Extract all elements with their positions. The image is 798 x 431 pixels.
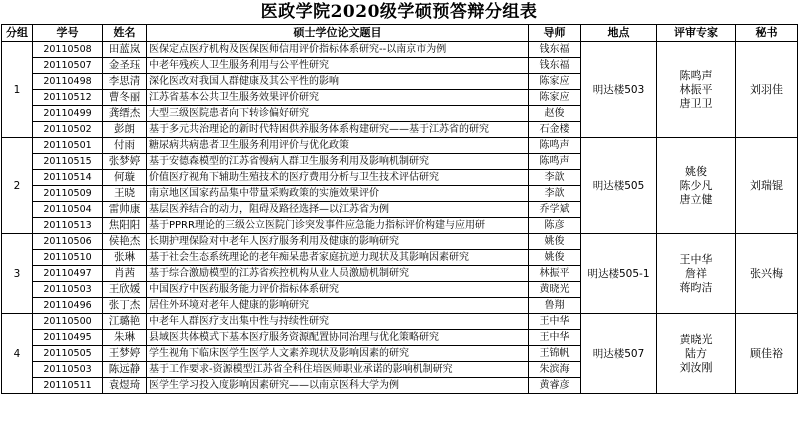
student-name: 金圣珏	[103, 58, 147, 74]
expert-name: 唐立健	[679, 192, 713, 206]
location: 明达楼507	[581, 314, 657, 394]
advisor-name: 李歆	[529, 186, 581, 202]
table-row	[2, 42, 798, 58]
thesis-topic: 基于PPRR理论的三级公立医院门诊突发事件应急能力指标评价构建与应用研	[147, 218, 529, 234]
expert-name: 王中华	[679, 252, 713, 266]
header-name: 姓名	[103, 25, 147, 42]
expert-name: 刘汝刚	[679, 360, 713, 374]
page-title: 医政学院2020级学硕预答辩分组表	[260, 2, 538, 22]
expert-name: 詹祥	[685, 266, 707, 280]
student-name: 朱琳	[103, 330, 147, 346]
student-name: 侯艳杰	[103, 234, 147, 250]
thesis-topic: 医学生学习投入度影响因素研究——以南京医科大学为例	[147, 378, 529, 394]
thesis-topic: 大型三级医院患者向下转诊偏好研究	[147, 106, 529, 122]
header-location: 地点	[581, 25, 657, 42]
student-name: 肖茜	[103, 266, 147, 282]
experts	[657, 42, 736, 138]
student-name: 曹冬丽	[103, 90, 147, 106]
student-id: 20110508	[33, 42, 103, 58]
table-row	[2, 314, 798, 330]
advisor-name: 黄晓光	[529, 282, 581, 298]
header-student-id: 学号	[33, 25, 103, 42]
thesis-topic: 基于多元共治理论的新时代特困供养服务体系构建研究——基于江苏省的研究	[147, 122, 529, 138]
thesis-topic: 中老年人群医疗支出集中性与持续性研究	[147, 314, 529, 330]
student-id: 20110501	[33, 138, 103, 154]
experts	[657, 138, 736, 234]
student-name: 袁煜琦	[103, 378, 147, 394]
student-id: 20110498	[33, 74, 103, 90]
advisor-name: 王中华	[529, 330, 581, 346]
location: 明达楼505-1	[581, 234, 657, 314]
student-id: 20110502	[33, 122, 103, 138]
student-id: 20110510	[33, 250, 103, 266]
header-secretary: 秘书	[736, 25, 798, 42]
student-id: 20110503	[33, 362, 103, 378]
advisor-name: 陈家应	[529, 74, 581, 90]
location: 明达楼505	[581, 138, 657, 234]
student-id: 20110505	[33, 346, 103, 362]
advisor-name: 李歆	[529, 170, 581, 186]
advisor-name: 黄睿彦	[529, 378, 581, 394]
experts	[657, 234, 736, 314]
student-name: 王晓	[103, 186, 147, 202]
expert-name: 蒋昀洁	[679, 280, 713, 294]
thesis-topic: 医保定点医疗机构及医保医师信用评价指标体系研究--以南京市为例	[147, 42, 529, 58]
student-name: 何璇	[103, 170, 147, 186]
thesis-topic: 基层医养结合的动力，阻碍及路径选择—以江苏省为例	[147, 202, 529, 218]
student-id: 20110512	[33, 90, 103, 106]
student-name: 焦阳阳	[103, 218, 147, 234]
student-id: 20110503	[33, 282, 103, 298]
student-name: 陈远静	[103, 362, 147, 378]
thesis-topic: 江苏省基本公共卫生服务效果评价研究	[147, 90, 529, 106]
student-id: 20110511	[33, 378, 103, 394]
advisor-name: 乔学斌	[529, 202, 581, 218]
advisor-name: 石金楼	[529, 122, 581, 138]
group-number: 3	[2, 234, 33, 314]
student-id: 20110506	[33, 234, 103, 250]
student-id: 20110509	[33, 186, 103, 202]
student-id: 20110499	[33, 106, 103, 122]
student-id: 20110495	[33, 330, 103, 346]
student-id: 20110515	[33, 154, 103, 170]
advisor-name: 姚俊	[529, 250, 581, 266]
expert-name: 陈少凡	[679, 178, 713, 192]
expert-name: 唐卫卫	[679, 96, 713, 110]
student-name: 王欣媛	[103, 282, 147, 298]
thesis-topic: 县域医共体模式下基本医疗服务资源配置协同治理与优化策略研究	[147, 330, 529, 346]
student-name: 龚缙杰	[103, 106, 147, 122]
expert-name: 林振平	[679, 82, 713, 96]
thesis-topic: 基于安德森模型的江苏省慢病人群卫生服务利用及影响机制研究	[147, 154, 529, 170]
header-topic: 硕士学位论文题目	[147, 25, 529, 42]
student-id: 20110497	[33, 266, 103, 282]
advisor-name: 陈鸣声	[529, 154, 581, 170]
student-name: 王梦婷	[103, 346, 147, 362]
advisor-name: 王锦帆	[529, 346, 581, 362]
advisor-name: 陈彦	[529, 218, 581, 234]
student-name: 付雨	[103, 138, 147, 154]
student-id: 20110514	[33, 170, 103, 186]
thesis-topic: 深化医改对我国人群健康及其公平性的影响	[147, 74, 529, 90]
thesis-topic: 中国医疗中医药服务能力评价指标体系研究	[147, 282, 529, 298]
secretary: 刘羽佳	[736, 42, 798, 138]
header-advisor: 导师	[529, 25, 581, 42]
location: 明达楼503	[581, 42, 657, 138]
header-group: 分组	[2, 25, 33, 42]
secretary: 顾佳裕	[736, 314, 798, 394]
thesis-topic: 糖尿病共病患者卫生服务利用评价与优化政策	[147, 138, 529, 154]
thesis-topic: 居住外环境对老年人健康的影响研究	[147, 298, 529, 314]
grouping-table	[1, 24, 798, 394]
expert-name: 姚俊	[685, 164, 707, 178]
group-number: 1	[2, 42, 33, 138]
advisor-name: 陈鸣声	[529, 138, 581, 154]
thesis-topic: 基于工作要求-资源模型江苏省全科住培医师职业承诺的影响机制研究	[147, 362, 529, 378]
group-number: 4	[2, 314, 33, 394]
secretary: 张兴梅	[736, 234, 798, 314]
thesis-topic: 价值医疗视角下辅助生殖技术的医疗费用分析与卫生技术评估研究	[147, 170, 529, 186]
student-name: 李思清	[103, 74, 147, 90]
student-name: 张丁杰	[103, 298, 147, 314]
secretary: 刘瑞锟	[736, 138, 798, 234]
advisor-name: 王中华	[529, 314, 581, 330]
experts	[657, 314, 736, 394]
thesis-topic: 基于综合激励模型的江苏省疾控机构从业人员激励机制研究	[147, 266, 529, 282]
header-row	[2, 25, 798, 42]
student-id: 20110507	[33, 58, 103, 74]
advisor-name: 陈家应	[529, 90, 581, 106]
student-name: 江璐艳	[103, 314, 147, 330]
advisor-name: 赵俊	[529, 106, 581, 122]
advisor-name: 鲁翔	[529, 298, 581, 314]
table-row	[2, 234, 798, 250]
student-name: 田蓝岚	[103, 42, 147, 58]
table-row	[2, 138, 798, 154]
thesis-topic: 中老年残疾人卫生服务利用与公平性研究	[147, 58, 529, 74]
student-name: 雷帅康	[103, 202, 147, 218]
expert-name: 陈鸣声	[679, 68, 713, 82]
advisor-name: 钱东福	[529, 42, 581, 58]
student-id: 20110513	[33, 218, 103, 234]
thesis-topic: 南京地区国家药品集中带量采购政策的实施效果评价	[147, 186, 529, 202]
student-id: 20110504	[33, 202, 103, 218]
group-number: 2	[2, 138, 33, 234]
thesis-topic: 基于社会生态系统理论的老年痴呆患者家庭抗逆力现状及其影响因素研究	[147, 250, 529, 266]
student-name: 张琳	[103, 250, 147, 266]
expert-name: 陆方	[685, 346, 707, 360]
student-id: 20110496	[33, 298, 103, 314]
advisor-name: 林振平	[529, 266, 581, 282]
student-name: 彭朗	[103, 122, 147, 138]
thesis-topic: 学生视角下临床医学生医学人文素养现状及影响因素的研究	[147, 346, 529, 362]
student-name: 张梦婷	[103, 154, 147, 170]
thesis-topic: 长期护理保险对中老年人医疗服务利用及健康的影响研究	[147, 234, 529, 250]
advisor-name: 姚俊	[529, 234, 581, 250]
header-experts: 评审专家	[657, 25, 736, 42]
advisor-name: 钱东福	[529, 58, 581, 74]
expert-name: 黄晓光	[679, 332, 713, 346]
advisor-name: 朱滨海	[529, 362, 581, 378]
student-id: 20110500	[33, 314, 103, 330]
